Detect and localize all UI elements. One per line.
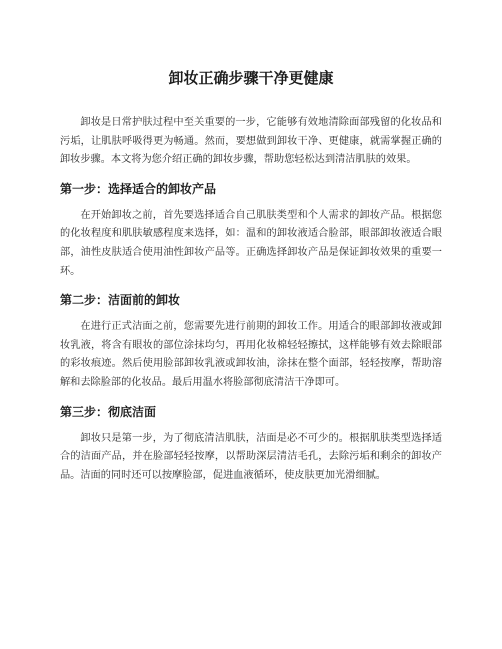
section-3-body: 卸妆只是第一步，为了彻底清洁肌肤，洁面是必不可少的。根据肌肤类型选择适合的洁面产品，并在脸部轻轻按摩，以帮助深层清洁毛孔，去除污垢和剩余的卸妆产品。洁面的同时还可以按摩脸部，促进血液循环，使皮肤更加光滑细腻。 bbox=[60, 432, 442, 481]
intro-paragraph: 卸妆是日常护肤过程中至关重要的一步，它能够有效地清除面部残留的化妆品和污垢，让肌肤呼吸得更为畅通。然而，要想做到卸妆干净、更健康，就需掌握正确的卸妆步骤。本文将为您介绍正确的卸妆步骤，帮助您轻松达到清洁肌肤的效果。 bbox=[60, 117, 442, 166]
section-1-body: 在开始卸妆之前，首先要选择适合自己肌肤类型和个人需求的卸妆产品。根据您的化妆程度和肌肤敏感程度来选择，如：温和的卸妆液适合脸部，眼部卸妆液适合眼部，油性皮肤适合使用油性卸妆产品等。正确选择卸妆产品是保证卸妆效果的重要一环。 bbox=[60, 209, 442, 277]
document-title: 卸妆正确步骤干净更健康 bbox=[168, 69, 334, 87]
section-2-body: 在进行正式洁面之前，您需要先进行前期的卸妆工作。用适合的眼部卸妆液或卸妆乳液，将含有眼妆的部位涂抹均匀，再用化妆棉轻轻擦拭，这样能够有效去除眼部的彩妆痕迹。然后使用脸部卸妆乳液或卸妆油，涂抹在整个面部，轻轻按摩，帮助溶解和去除脸部的化妆品。最后用温水将脸部彻底清洁干净即可。 bbox=[60, 321, 442, 388]
section-2-heading: 第二步：洁面前的卸妆 bbox=[60, 293, 181, 308]
section-1-heading: 第一步：选择适合的卸妆产品 bbox=[60, 181, 217, 196]
section-3-heading: 第三步：彻底洁面 bbox=[60, 404, 157, 419]
